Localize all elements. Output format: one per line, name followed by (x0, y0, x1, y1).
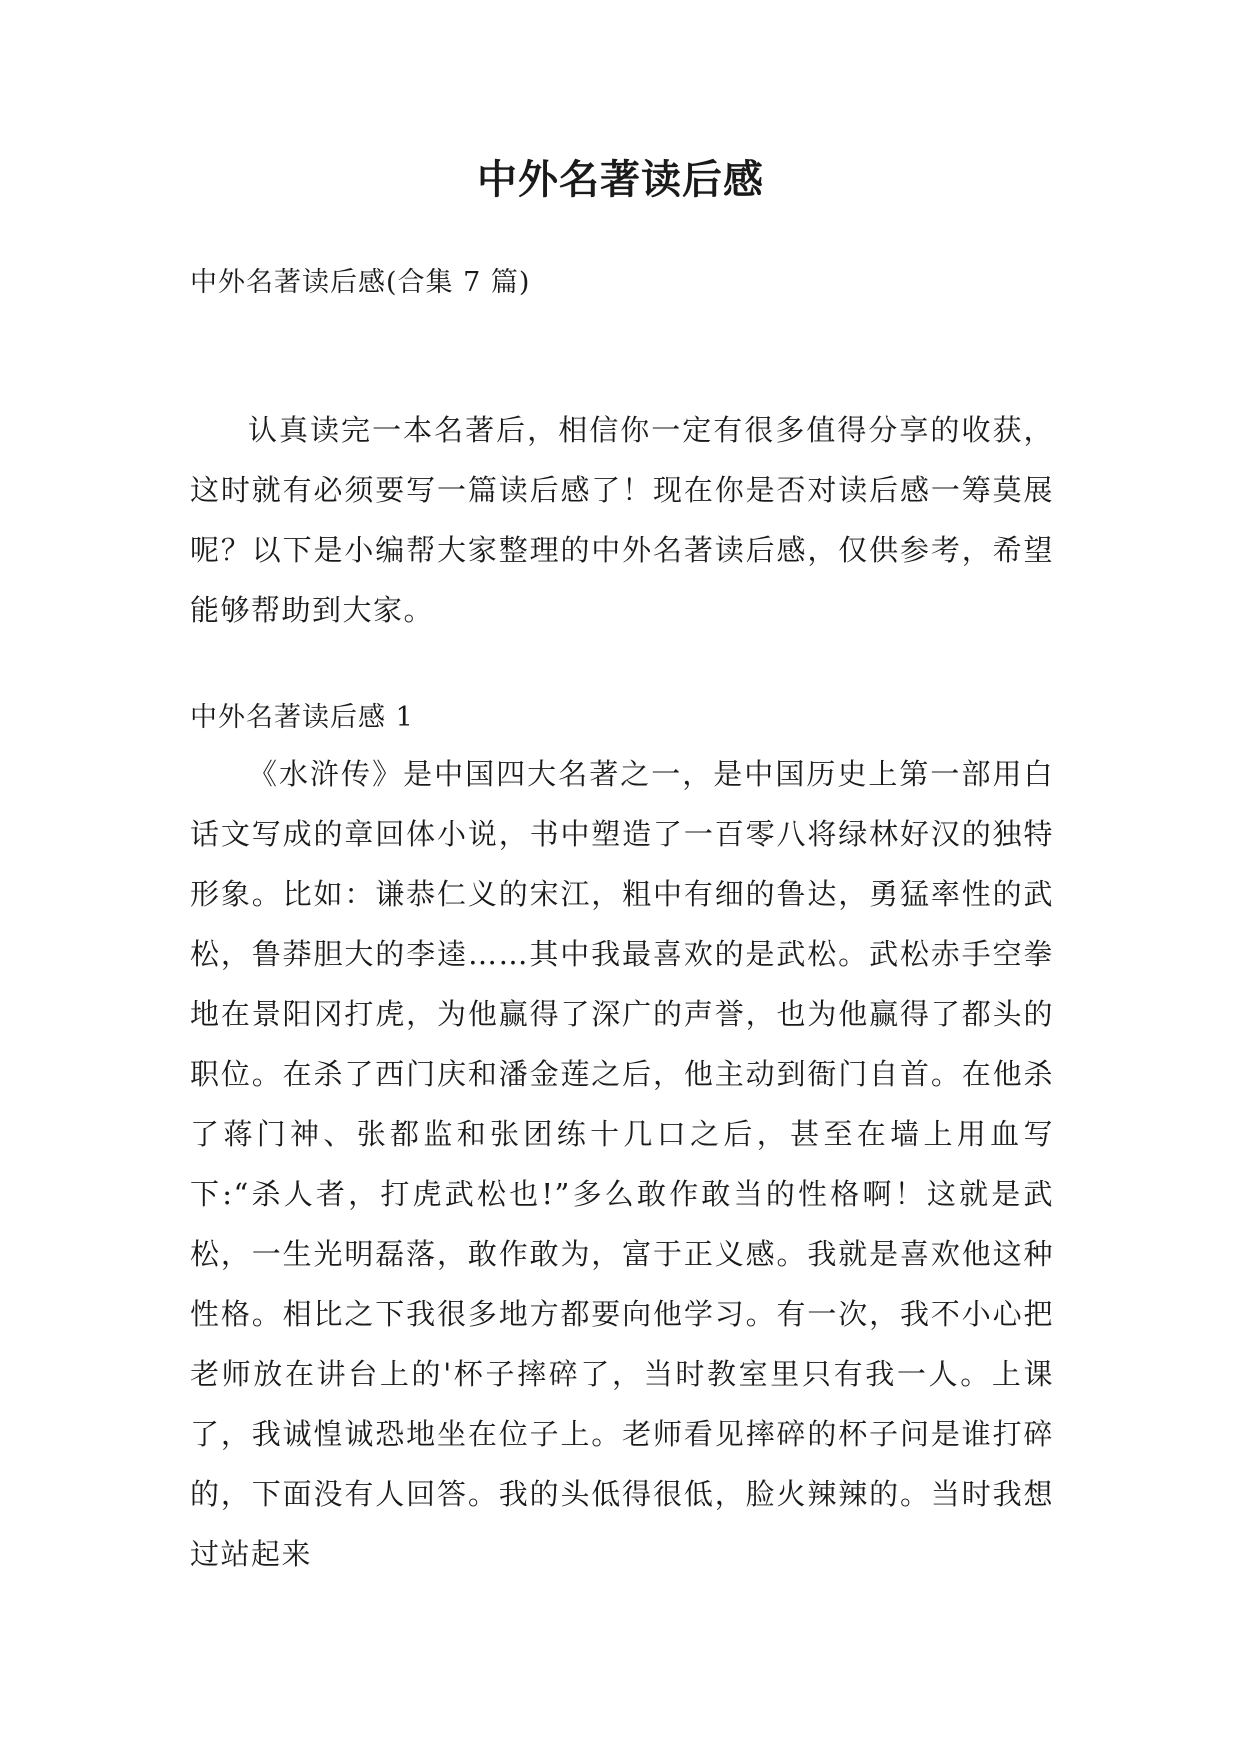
document-title: 中外名著读后感 (477, 156, 764, 203)
section-body-paragraph: 《水浒传》是中国四大名著之一，是中国历史上第一部用白话文写成的章回体小说，书中塑造了一百零八将绿林好汉的独特形象。比如：谦恭仁义的宋江，粗中有细的鲁达，勇猛率性的武松，鲁莽胆大的李逵……其中我最喜欢的是武松。武松赤手空拳地在景阳冈打虎，为他赢得了深广的声誉，也为他赢得了都头的职位。在杀了西门庆和潘金莲之后，他主动到衙门自首。在他杀了蒋门神、张都监和张团练十几口之后，甚至在墙上用血写下:“杀人者，打虎武松也!”多么敢作敢当的性格啊！这就是武松，一生光明磊落，敢作敢为，富于正义感。我就是喜欢他这种性格。相比之下我很多地方都要向他学习。有一次，我不小心把老师放在讲台上的'杯子摔碎了，当时教室里只有我一人。上课了，我诚惶诚恐地坐在位子上。老师看见摔碎的杯子问是谁打碎的，下面没有人回答。我的头低得很低，脸火辣辣的。当时我想过站起来 (190, 757, 1054, 1571)
intro-paragraph: 认真读完一本名著后，相信你一定有很多值得分享的收获，这时就有必须要写一篇读后感了！现在你是否对读后感一筹莫展呢？以下是小编帮大家整理的中外名著读后感，仅供参考，希望能够帮助到大家。 (190, 413, 1054, 627)
section-heading: 中外名著读后感 1 (190, 702, 414, 733)
document-subtitle: 中外名著读后感(合集 7 篇) (190, 267, 531, 298)
